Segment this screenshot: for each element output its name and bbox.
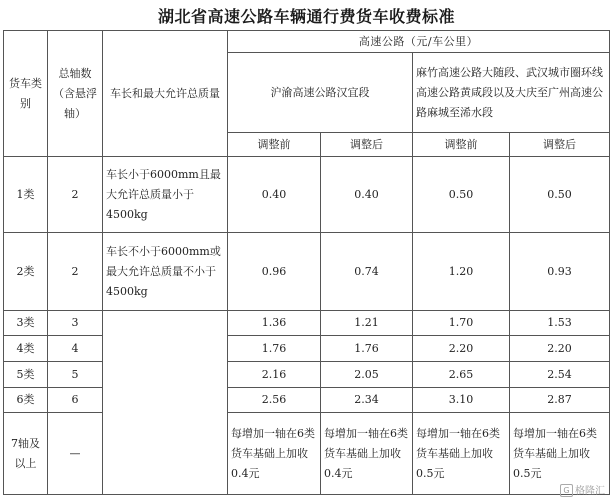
cell-axles: 5 <box>48 362 103 388</box>
header-axles: 总轴数（含悬浮轴） <box>48 31 103 157</box>
cell-b-after: 2.54 <box>510 362 610 388</box>
cell-size: 车长小于6000mm且最大允许总质量小于4500kg <box>103 157 228 233</box>
cell-b-after: 1.53 <box>510 311 610 336</box>
cell-b-before: 1.70 <box>413 311 510 336</box>
watermark <box>560 482 605 498</box>
header-a-after: 调整后 <box>321 133 413 157</box>
cell-a-after: 每增加一轴在6类货车基础上加收0.4元 <box>321 413 413 495</box>
cell-b-after: 0.50 <box>510 157 610 233</box>
cell-class: 1类 <box>4 157 48 233</box>
cell-axles: 2 <box>48 233 103 311</box>
header-unit-group: 高速公路（元/车公里） <box>228 31 610 53</box>
cell-b-before: 3.10 <box>413 388 510 413</box>
cell-axles: 6 <box>48 388 103 413</box>
table-row <box>4 362 610 388</box>
cell-b-after: 2.87 <box>510 388 610 413</box>
fee-table <box>3 30 610 495</box>
header-road-b: 麻竹高速公路大随段、武汉城市圈环线高速公路黄咸段以及大庆至广州高速公路麻城至浠水段 <box>413 53 610 133</box>
cell-b-before: 每增加一轴在6类货车基础上加收0.5元 <box>413 413 510 495</box>
cell-a-before: 1.76 <box>228 336 321 362</box>
table-row <box>4 336 610 362</box>
cell-a-after: 1.76 <box>321 336 413 362</box>
watermark-text: 格隆汇 <box>575 485 605 497</box>
cell-a-before: 2.16 <box>228 362 321 388</box>
table-row <box>4 388 610 413</box>
cell-b-after: 每增加一轴在6类货车基础上加收0.5元 <box>510 413 610 495</box>
cell-b-before: 2.65 <box>413 362 510 388</box>
header-a-before: 调整前 <box>228 133 321 157</box>
cell-size: 车长不小于6000mm或最大允许总质量不小于4500kg <box>103 233 228 311</box>
cell-b-before: 1.20 <box>413 233 510 311</box>
watermark-logo-icon: G <box>560 484 573 497</box>
cell-b-before: 0.50 <box>413 157 510 233</box>
cell-class: 5类 <box>4 362 48 388</box>
cell-class: 4类 <box>4 336 48 362</box>
cell-class: 6类 <box>4 388 48 413</box>
table-row <box>4 157 610 233</box>
cell-a-after: 2.34 <box>321 388 413 413</box>
cell-class: 7轴及以上 <box>4 413 48 495</box>
header-b-before: 调整前 <box>413 133 510 157</box>
cell-b-after: 2.20 <box>510 336 610 362</box>
cell-a-before: 每增加一轴在6类货车基础上加收0.4元 <box>228 413 321 495</box>
cell-b-after: 0.93 <box>510 233 610 311</box>
cell-axles: 3 <box>48 311 103 336</box>
page-title: 湖北省高速公路车辆通行费货车收费标准 <box>157 7 455 26</box>
header-road-a: 沪渝高速公路汉宜段 <box>228 53 413 133</box>
cell-a-after: 2.05 <box>321 362 413 388</box>
cell-a-after: 0.74 <box>321 233 413 311</box>
header-size: 车长和最大允许总质量 <box>103 31 228 157</box>
cell-b-before: 2.20 <box>413 336 510 362</box>
header-class: 货车类别 <box>4 31 48 157</box>
cell-a-after: 0.40 <box>321 157 413 233</box>
table-row <box>4 233 610 311</box>
cell-a-before: 0.40 <box>228 157 321 233</box>
cell-a-after: 1.21 <box>321 311 413 336</box>
cell-class: 2类 <box>4 233 48 311</box>
table-row <box>4 413 610 495</box>
cell-axles: 2 <box>48 157 103 233</box>
cell-axles: 4 <box>48 336 103 362</box>
cell-a-before: 1.36 <box>228 311 321 336</box>
cell-class: 3类 <box>4 311 48 336</box>
cell-size-empty <box>103 311 228 495</box>
header-b-after: 调整后 <box>510 133 610 157</box>
cell-a-before: 2.56 <box>228 388 321 413</box>
cell-axles: — <box>48 413 103 495</box>
table-row <box>4 311 610 336</box>
cell-a-before: 0.96 <box>228 233 321 311</box>
